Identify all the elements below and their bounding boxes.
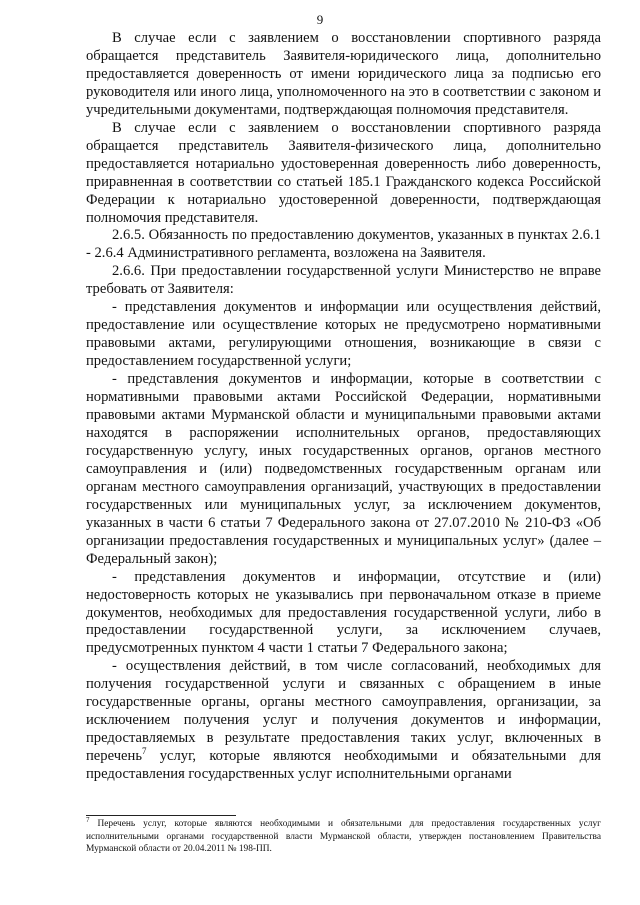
footnote-divider (86, 815, 236, 816)
list-item-documents-in-possession: - представления документов и информации, которые в соответствии с нормативными правовыми актами Российской Федерации, нормативными правовыми актами Мурманской области и муниципальными правовыми актами находятся в распоряжении исполнительных органов, предоставляющих государственную услугу, иных государственных органов, органов местного самоуправления и (или) подведомственных государственным органам или органам местного самоуправления организаций, участвующих в предоставлении государственных или муниципальных услуг, за исключением документов, указанных в части 6 статьи 7 Федерального закона от 27.07.2010 № 210-ФЗ «Об организации предоставления государственных и муниципальных услуг» (далее – Федеральный закон); (86, 371, 601, 567)
footnote-text: Перечень услуг, которые являются необходимыми и обязательными для предоставления государственных услуг исполнительными органами государственной власти Мурманской области, утвержден постановлением Правительства Мурманской области от 20.04.2011 № 198-ПП. (86, 819, 601, 854)
page-number: 9 (316, 12, 324, 27)
footnote-reference[interactable]: 7 (141, 746, 147, 757)
paragraph-representative-individual: В случае если с заявлением о восстановлении спортивного разряда обращается представитель Заявителя-физического лица, дополнительно предоставляется нотариально удостоверенная доверенность либо доверенность, приравненная в соответствии со статьей 185.1 Гражданского кодекса Российской Федерации к нотариально удостоверенной доверенности, подтверждающая полномочия представителя. (86, 119, 601, 226)
list-item-actions-text-start: - осуществления действий, в том числе согласований, необходимых для получения государственной услуги и связанных с обращением в иные государственные органы, органы местного самоуправления, организации, за исключением получения услуг и получения документов и информации, предоставляемых в результате предоставления таких услуг, включенных в перечень (86, 658, 601, 765)
footnote-marker: 7 (86, 815, 90, 824)
paragraph-2-6-6: 2.6.6. При предоставлении государственной услуги Министерство не вправе требовать от Заявителя: (86, 263, 601, 298)
paragraph-representative-legal-entity: В случае если с заявлением о восстановлении спортивного разряда обращается представитель Заявителя-юридического лица, дополнительно предоставляется доверенность от имени юридического лица за подписью его руководителя или иного лица, уполномоченного на это в соответствии с законом и учредительными документами, подтверждающая полномочия представителя. (86, 30, 601, 118)
list-item-unreported-deficiencies: - представления документов и информации, отсутствие и (или) недостоверность которых не указывались при первоначальном отказе в приеме документов, необходимых для предоставления государственной услуги, либо в предоставлении государственной услуги, за исключением случаев, предусмотренных пунктом 4 части 1 статьи 7 Федерального закона; (86, 568, 601, 657)
list-item-actions-approvals (86, 658, 601, 784)
document-body (86, 30, 601, 784)
list-item-no-regulation: - представления документов и информации или осуществления действий, предоставление или осуществление которых не предусмотрено нормативными правовыми актами, регулирующими отношения, возникающие в связи с предоставлением государственной услуги; (86, 299, 601, 370)
list-item-actions-text-end: услуг, которые являются необходимыми и обязательными для предоставления государственных услуг исполнительными органами (86, 748, 601, 783)
paragraph-2-6-5: 2.6.5. Обязанность по предоставлению документов, указанных в пунктах 2.6.1 - 2.6.4 Административного регламента, возложена на Заявителя. (86, 227, 601, 262)
footnote (86, 815, 601, 856)
